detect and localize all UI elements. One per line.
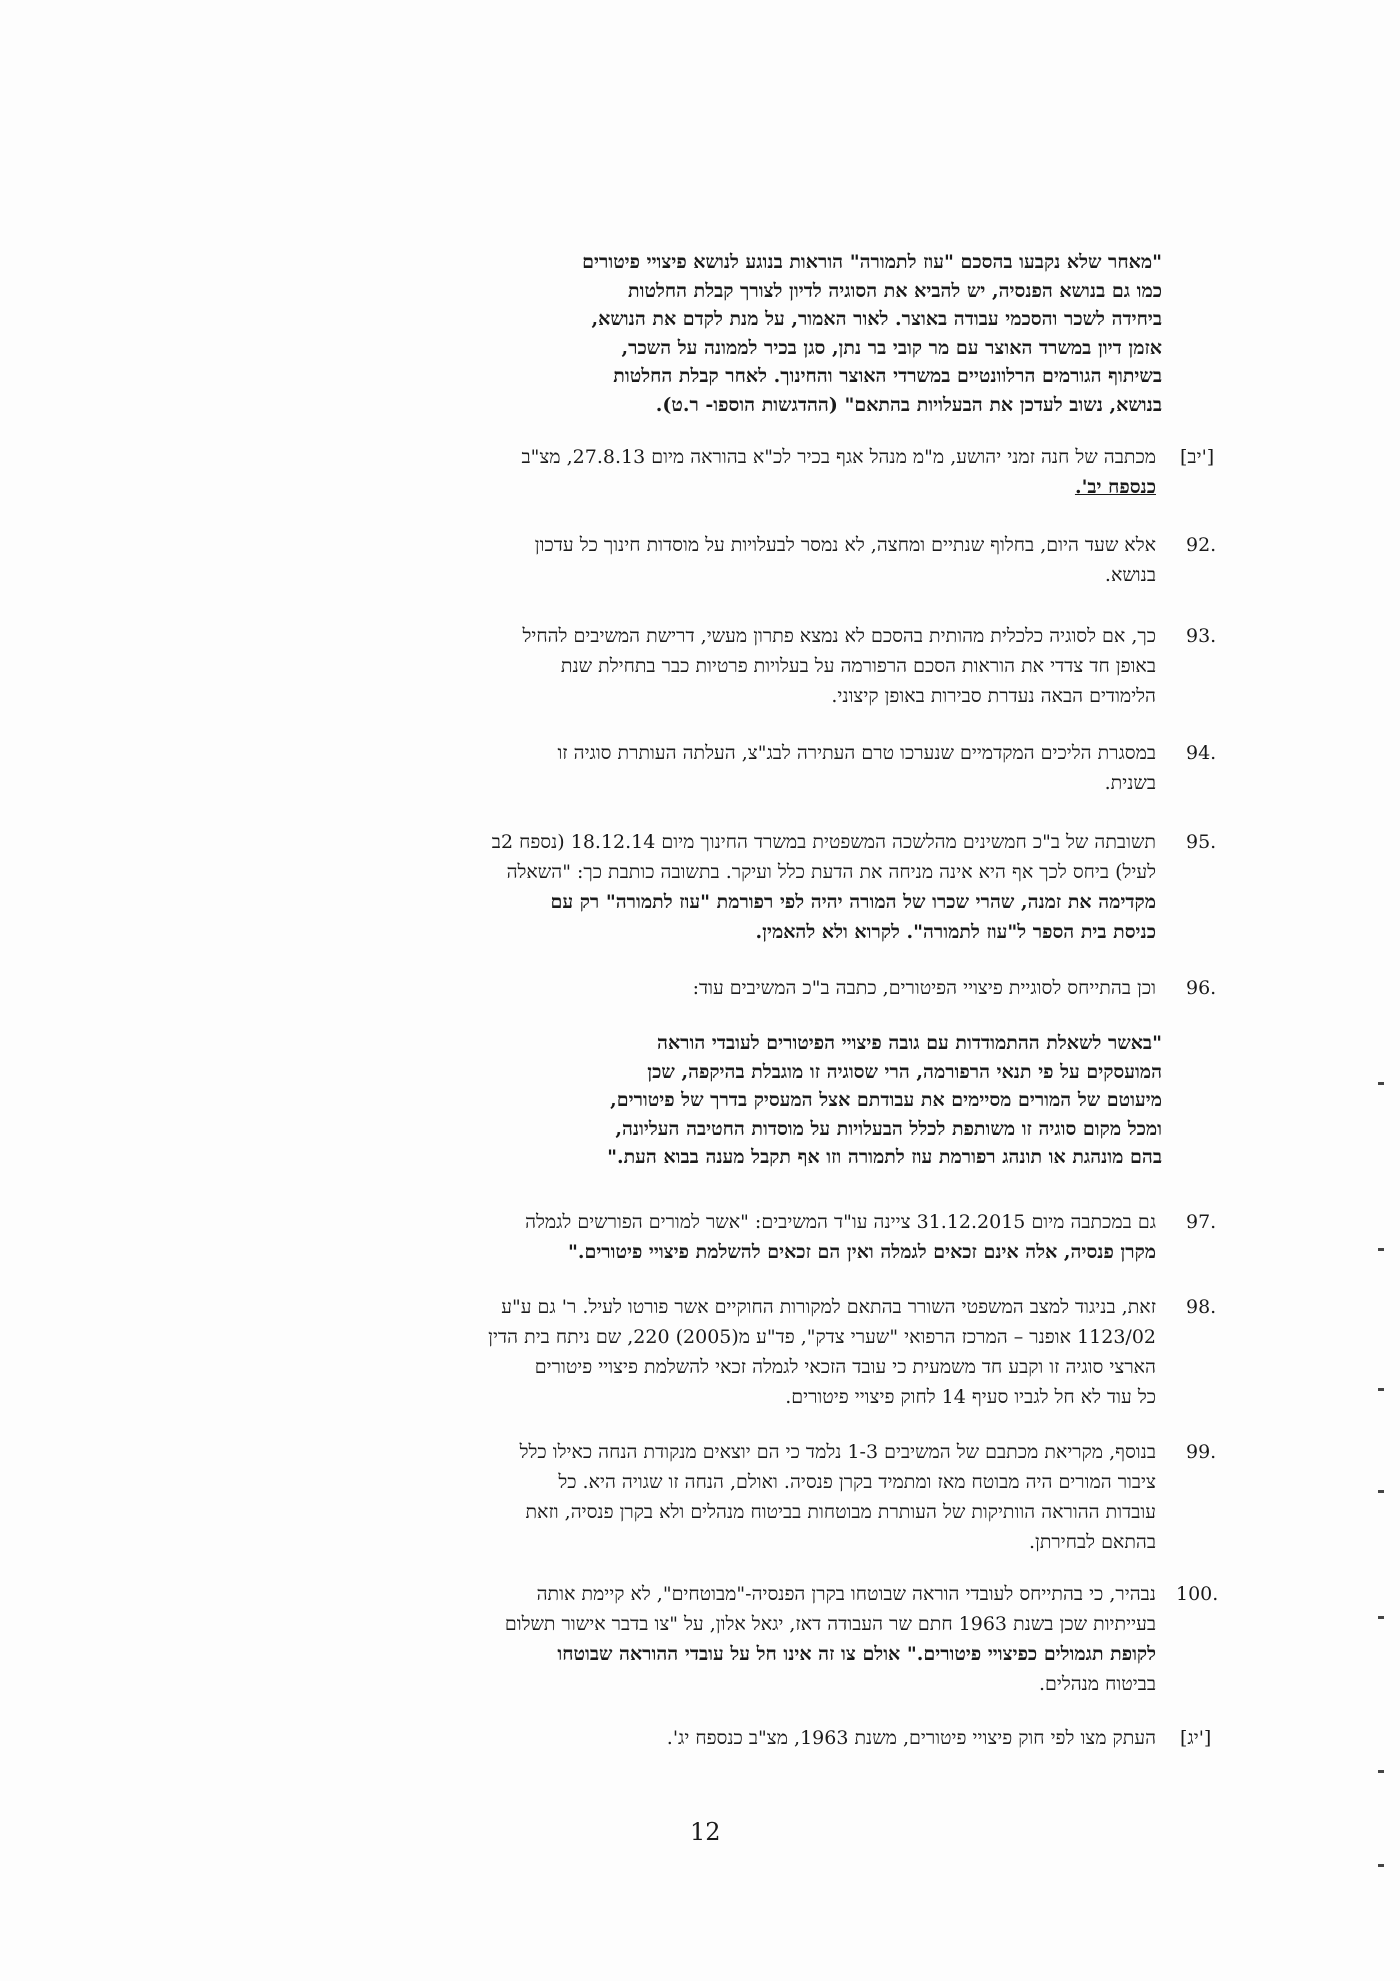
paragraph-line: בביטוח מנהלים. — [1038, 1673, 1156, 1695]
paragraph-line: באופן חד צדדי את הוראות הסכם הרפורמה על בעלויות פרטיות כבר בתחילת שנת — [560, 655, 1156, 677]
appendix-marker: [יב'] — [1180, 446, 1215, 468]
paragraph-line: מקרן פנסיה, אלה אינם זכאים לגמלה ואין הם זכאים להשלמת פיצויי פיטורים." — [567, 1241, 1156, 1263]
paragraph-line: בעייתיות שכן בשנת 1963 חתם שר העבודה דאז, יגאל אלון, על "צו בדבר אישור תשלום — [504, 1613, 1156, 1635]
paragraph-number: 96. — [1186, 977, 1217, 999]
quote-line: בנושא, נשוב לעדכן את הבעלויות בהתאם" (ההדגשות הוספו- ר.ט). — [655, 393, 1162, 416]
paragraph-line: הלימודים הבאה נעדרת סבירות באופן קיצוני. — [831, 685, 1156, 707]
paragraph-line: נבהיר, כי בהתייחס לעובדי הוראה שבוטחו בקרן הפנסיה-"מבוטחים", לא קיימת אותה — [536, 1583, 1156, 1605]
paragraph-line: בהתאם לבחירתן. — [1028, 1531, 1156, 1553]
paragraph-line: כל עוד לא חל לגביו סעיף 14 לחוק פיצויי פיטורים. — [785, 1386, 1156, 1408]
paragraph-line: גם במכתבה מיום 31.12.2015 ציינה עו"ד המשיבים: "אשר למורים הפורשים לגמלה — [525, 1211, 1156, 1233]
quote-line: מיעוטם של המורים מסיימים את עבודתם אצל המעסיק בדרך של פיטורים, — [610, 1089, 1162, 1111]
paragraph-94 — [232, 738, 1156, 798]
paragraph-line: תשובתה של ב"כ חמשינים מהלשכה המשפטית במשרד החינוך מיום 18.12.14 (נספח 2ב — [491, 831, 1156, 853]
scan-margin-mark — [1378, 1490, 1384, 1493]
paragraph-93 — [232, 621, 1156, 711]
paragraph-line: בנוסף, מקריאת מכתבם של המשיבים 1-3 נלמד כי הם יוצאים מנקודת הנחה כאילו כלל — [519, 1441, 1156, 1463]
quote-block-severance — [282, 1029, 1162, 1172]
paragraph-number: 98. — [1186, 1296, 1217, 1318]
appendix-ref-paragraph — [232, 442, 1156, 502]
paragraph-line: ציבור המורים היה מבוטח מאז ומתמיד בקרן פנסיה. ואולם, הנחה זו שגויה היא. כל — [558, 1471, 1156, 1493]
paragraph-line: כך, אם לסוגיה כלכלית מהותית בהסכם לא נמצא פתרון מעשי, דרישת המשיבים להחיל — [522, 625, 1156, 647]
quote-line: ומכל מקום סוגיה זו משותפת לכלל הבעלויות על מוסדות החטיבה העליונה, — [615, 1117, 1162, 1140]
paragraph-100 — [232, 1579, 1156, 1699]
scan-margin-mark — [1378, 1248, 1384, 1251]
paragraph-99 — [232, 1437, 1156, 1557]
paragraph-line: 1123/02 אופנר – המרכז הרפואי "שערי צדק", פד"ע מ(2005) 220, שם ניתח בית הדין — [488, 1326, 1156, 1348]
appendix-ref-paragraph — [430, 1723, 1156, 1753]
paragraph-number: 97. — [1186, 1211, 1217, 1233]
paragraph-96 — [232, 973, 1156, 1003]
paragraph-line: מקדימה את זמנה, שהרי שכרו של המורה יהיה לפי רפורמת "עוז לתמורה" רק עם — [550, 891, 1156, 913]
quote-line: "מאחר שלא נקבעו בהסכם "עוז לתמורה" הוראות בנוגע לנושא פיצויי פיטורים — [582, 251, 1162, 273]
paragraph-92 — [232, 530, 1156, 590]
paragraph-line: כניסת בית הספר ל"עוז לתמורה". לקרוא ולא להאמין. — [755, 921, 1156, 943]
paragraph-line: כנספח יב'. — [1074, 476, 1156, 498]
quote-line: בהם מונהגת או תונהג רפורמת עוז לתמורה וזו אף תקבל מענה בבוא העת." — [607, 1146, 1162, 1168]
paragraph-line: במסגרת הליכים המקדמיים שנערכו טרם העתירה לבג"צ, העלתה העותרת סוגיה זו — [557, 742, 1156, 764]
paragraph-line: עובדות ההוראה הוותיקות של העותרת מבוטחות בביטוח מנהלים ולא בקרן פנסיה, וזאת — [525, 1501, 1156, 1523]
paragraph-line: אלא שעד היום, בחלוף שנתיים ומחצה, לא נמסר לבעלויות על מוסדות חינוך כל עדכון — [534, 534, 1156, 556]
quote-line: המועסקים על פי תנאי הרפורמה, הרי שסוגיה זו מוגבלת בהיקפה, שכן — [647, 1060, 1162, 1083]
paragraph-number: 94. — [1186, 742, 1217, 764]
paragraph-line: לקופת תגמולים כפיצויי פיטורים." אולם צו זה אינו חל על עובדי ההוראה שבוטחו — [557, 1643, 1156, 1665]
scan-margin-mark — [1378, 1082, 1384, 1085]
scan-margin-mark — [1378, 1388, 1384, 1391]
paragraph-line: וכן בהתייחס לסוגיית פיצויי הפיטורים, כתבה ב"כ המשיבים עוד: — [692, 977, 1156, 999]
paragraph-number: 93. — [1186, 625, 1217, 647]
quote-block-reform — [282, 248, 1162, 419]
paragraph-line: העתק מצו לפי חוק פיצויי פיטורים, משנת 1963, מצ"ב כנספח יג'. — [666, 1727, 1156, 1749]
paragraph-line: בנושא. — [1104, 564, 1156, 586]
paragraph-line: מכתבה של חנה זמני יהושע, מ"מ מנהל אגף בכיר לכ"א בהוראה מיום 27.8.13, מצ"ב — [521, 446, 1156, 468]
paragraph-number: 100. — [1176, 1583, 1219, 1605]
scan-margin-mark — [1378, 1864, 1384, 1867]
paragraph-number: 95. — [1186, 831, 1217, 853]
paragraph-97 — [232, 1207, 1156, 1267]
appendix-marker: [יג'] — [1180, 1727, 1212, 1749]
paragraph-number: 92. — [1186, 534, 1217, 556]
quote-line: "באשר לשאלת ההתמודדות עם גובה פיצויי הפיטורים לעובדי הוראה — [657, 1032, 1162, 1054]
scan-margin-mark — [1378, 1616, 1384, 1619]
page-number: 12 — [690, 1818, 721, 1846]
paragraph-line: הארצי סוגיה זו וקבע חד משמעית כי עובד הזכאי לגמלה זכאי להשלמת פיצויי פיטורים — [534, 1356, 1156, 1378]
scan-margin-mark — [1378, 1770, 1384, 1773]
paragraph-95 — [232, 827, 1156, 947]
paragraph-number: 99. — [1186, 1441, 1217, 1463]
quote-line: בשיתוף הגורמים הרלוונטיים במשרדי האוצר והחינוך. לאחר קבלת החלטות — [613, 365, 1162, 387]
quote-line: כמו גם בנושא הפנסיה, יש להביא את הסוגיה לדיון לצורך קבלת החלטות — [628, 279, 1162, 302]
paragraph-line: בשנית. — [1104, 772, 1156, 794]
quote-line: ביחידה לשכר והסכמי עבודה באוצר. לאור האמור, על מנת לקדם את הנושא, — [591, 308, 1162, 330]
quote-line: אזמן דיון במשרד האוצר עם מר קובי בר נתן, סגן בכיר לממונה על השכר, — [621, 336, 1162, 359]
paragraph-98 — [232, 1292, 1156, 1412]
paragraph-line: זאת, בניגוד למצב המשפטי השורר בהתאם למקורות החוקיים אשר פורטו לעיל. ר' גם ע"ע — [501, 1296, 1156, 1318]
paragraph-line: לעיל) ביחס לכך אף היא אינה מניחה את הדעת כלל ועיקר. בתשובה כותבת כך: "השאלה — [506, 861, 1156, 883]
